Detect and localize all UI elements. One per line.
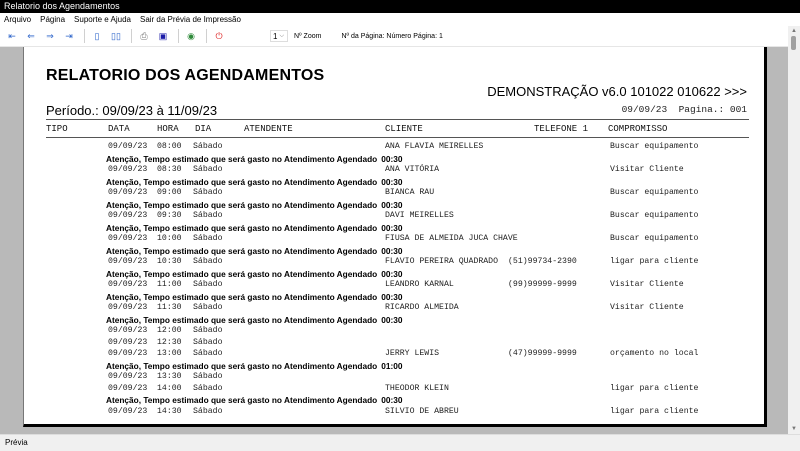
cell-phone: (47)99999-9999 [508, 349, 577, 358]
table-row [24, 384, 768, 396]
cell-day: Sábado [193, 211, 223, 220]
chevron-down-icon: ⌵ [279, 32, 285, 39]
cell-client: LEANDRO KARNAL [385, 280, 454, 289]
table-row [24, 372, 768, 384]
cell-time: 10:00 [157, 234, 182, 243]
toolbar [0, 26, 800, 47]
cell-task: Visitar Cliente [610, 280, 684, 289]
table-row [24, 211, 768, 223]
toolbar-separator [206, 29, 207, 43]
cell-client: JERRY LEWIS [385, 349, 440, 358]
cell-day: Sábado [193, 142, 223, 151]
report-period: Período.: 09/09/23 à 11/09/23 [46, 103, 218, 118]
status-text: Prévia [5, 438, 28, 447]
cell-time: 13:00 [157, 349, 182, 358]
cell-client: FLAVIO PEREIRA QUADRADO [385, 257, 499, 266]
cell-client: ANA VITÓRIA [385, 165, 440, 174]
report-title: RELATORIO DOS AGENDAMENTOS [46, 67, 325, 84]
page-number-label: Nº da Página: Número Página: 1 [341, 32, 443, 40]
estimate-warning [24, 200, 768, 212]
vertical-scrollbar[interactable] [788, 26, 800, 434]
demo-version: DEMONSTRAÇÃO v6.0 101022 010622 >>> [487, 84, 747, 99]
estimate-warning [24, 315, 768, 327]
estimate-warning [24, 154, 768, 166]
cell-task: ligar para cliente [610, 257, 699, 266]
table-row [24, 188, 768, 200]
cell-time: 14:00 [157, 383, 182, 393]
cell-time: 11:30 [157, 303, 182, 312]
preview-viewport [0, 47, 788, 434]
cell-task: Visitar Cliente [610, 303, 684, 312]
cell-time: 08:00 [157, 142, 182, 151]
two-pages-icon[interactable]: ▯▯ [111, 30, 121, 41]
cell-client: BIANCA RAU [385, 188, 435, 197]
cell-time: 12:00 [157, 326, 182, 335]
toolbar-separator [84, 29, 85, 43]
window-title: Relatorio dos Agendamentos [4, 1, 120, 11]
cell-date: 09/09/23 [108, 303, 148, 312]
table-row [24, 326, 768, 338]
cell-date: 09/09/23 [108, 406, 148, 416]
estimate-duration: 00:30 [381, 222, 403, 233]
status-bar [0, 434, 800, 450]
estimate-duration: 00:30 [381, 176, 403, 187]
estimate-warning [24, 269, 768, 281]
cell-client: DAVI MEIRELLES [385, 211, 454, 220]
estimate-duration: 00:30 [381, 245, 403, 256]
cell-task: Buscar equipamento [610, 142, 699, 151]
cell-client: THEODOR KLEIN [385, 383, 449, 393]
col-telefone: TELEFONE 1 [534, 124, 589, 134]
cell-time: 14:30 [157, 406, 182, 416]
menu-sair-previa[interactable]: Sair da Prévia de Impressão [139, 15, 241, 24]
cell-day: Sábado [193, 383, 223, 393]
table-row [24, 349, 768, 361]
estimate-warning [24, 223, 768, 235]
cell-day: Sábado [193, 165, 223, 174]
cell-time: 10:30 [157, 257, 182, 266]
col-data: DATA [108, 124, 130, 134]
print-icon[interactable]: ⎙ [140, 30, 148, 41]
warning-text: Atenção, Tempo estimado que será gasto no Atendimento Agendado [106, 176, 378, 187]
col-tipo: TIPO [46, 124, 68, 134]
cell-phone: (51)99734-2390 [508, 257, 577, 266]
zoom-select[interactable] [270, 30, 288, 42]
cell-date: 09/09/23 [108, 280, 148, 289]
close-preview-icon[interactable]: ⏻ [215, 30, 223, 41]
warning-text: Atenção, Tempo estimado que será gasto no Atendimento Agendado [106, 245, 378, 256]
cell-date: 09/09/23 [108, 165, 148, 174]
warning-text: Atenção, Tempo estimado que será gasto no Atendimento Agendado [106, 360, 378, 371]
table-row [24, 280, 768, 292]
col-cliente: CLIENTE [385, 124, 423, 134]
scroll-thumb[interactable] [791, 36, 796, 50]
table-row [24, 303, 768, 315]
estimate-duration: 00:30 [381, 199, 403, 210]
next-page-icon[interactable]: ⇒ [46, 30, 54, 41]
cell-day: Sábado [193, 337, 223, 347]
cell-time: 12:30 [157, 337, 182, 347]
table-row [24, 234, 768, 246]
cell-client: SILVIO DE ABREU [385, 406, 459, 416]
zoom-label: Nº Zoom [294, 32, 322, 40]
cell-task: Buscar equipamento [610, 211, 699, 220]
col-compromisso: COMPROMISSO [608, 124, 668, 134]
menu-pagina[interactable]: Página [40, 15, 66, 24]
estimate-duration: 00:30 [381, 268, 403, 279]
warning-text: Atenção, Tempo estimado que será gasto no Atendimento Agendado [106, 395, 378, 405]
cell-date: 09/09/23 [108, 211, 148, 220]
table-row [24, 165, 768, 177]
cell-date: 09/09/23 [108, 257, 148, 266]
menu-suporte[interactable]: Suporte e Ajuda [74, 15, 131, 24]
cell-date: 09/09/23 [108, 372, 148, 381]
cell-day: Sábado [193, 280, 223, 289]
cell-day: Sábado [193, 303, 223, 312]
cell-time: 13:30 [157, 372, 182, 381]
cell-day: Sábado [193, 326, 223, 335]
cell-task: orçamento no local [610, 349, 699, 358]
cell-date: 09/09/23 [108, 142, 148, 151]
cell-time: 09:00 [157, 188, 182, 197]
estimate-warning [24, 395, 768, 407]
estimate-warning [24, 292, 768, 304]
cell-date: 09/09/23 [108, 383, 148, 393]
prev-page-icon[interactable]: ⇐ [27, 30, 35, 41]
table-row [24, 338, 768, 350]
cell-client: RICARDO ALMEIDA [385, 303, 459, 312]
scroll-down-icon[interactable]: ▼ [791, 426, 797, 432]
cell-date: 09/09/23 [108, 349, 148, 358]
table-row [24, 257, 768, 269]
cell-day: Sábado [193, 372, 223, 381]
cell-day: Sábado [193, 188, 223, 197]
export-icon[interactable]: ▣ [158, 30, 168, 41]
warning-text: Atenção, Tempo estimado que será gasto no Atendimento Agendado [106, 291, 378, 302]
cell-day: Sábado [193, 257, 223, 266]
report-page [23, 47, 767, 427]
cell-time: 11:00 [157, 280, 182, 289]
appointment-list [24, 142, 768, 418]
cell-day: Sábado [193, 406, 223, 416]
cell-client: FIUSA DE ALMEIDA JUCA CHAVE [385, 234, 518, 243]
estimate-warning [24, 361, 768, 373]
cell-date: 09/09/23 [108, 188, 148, 197]
estimate-duration: 01:00 [381, 360, 403, 371]
first-page-icon[interactable]: ⇤ [8, 30, 16, 41]
cell-time: 08:30 [157, 165, 182, 174]
toolbar-separator [178, 29, 179, 43]
cell-client: ANA FLAVIA MEIRELLES [385, 142, 484, 151]
warning-text: Atenção, Tempo estimado que será gasto no Atendimento Agendado [106, 222, 378, 233]
estimate-warning [24, 246, 768, 258]
warning-text: Atenção, Tempo estimado que será gasto no Atendimento Agendado [106, 314, 378, 325]
estimate-warning [24, 177, 768, 189]
date-page-info: 09/09/23 Pagina.: 001 [621, 104, 747, 115]
cell-task: Buscar equipamento [610, 234, 699, 243]
cell-task: ligar para cliente [610, 406, 699, 416]
cell-task: Visitar Cliente [610, 165, 684, 174]
estimate-duration: 00:30 [381, 291, 403, 302]
warning-text: Atenção, Tempo estimado que será gasto no Atendimento Agendado [106, 268, 378, 279]
toolbar-separator [131, 29, 132, 43]
cell-day: Sábado [193, 349, 223, 358]
window-title-bar [0, 0, 800, 13]
zoom-value: 1 [273, 31, 278, 41]
cell-task: ligar para cliente [610, 383, 699, 393]
menu-bar [0, 13, 800, 26]
cell-task: Buscar equipamento [610, 188, 699, 197]
warning-text: Atenção, Tempo estimado que será gasto no Atendimento Agendado [106, 153, 378, 164]
cell-time: 09:30 [157, 211, 182, 220]
divider [46, 119, 749, 120]
col-dia: DIA [195, 124, 212, 134]
table-row [24, 407, 768, 419]
cell-day: Sábado [193, 234, 223, 243]
col-atendente: ATENDENTE [244, 124, 293, 134]
estimate-duration: 00:30 [381, 153, 403, 164]
cell-date: 09/09/23 [108, 234, 148, 243]
last-page-icon[interactable]: ⇥ [65, 30, 73, 41]
scroll-up-icon[interactable]: ▲ [791, 28, 797, 34]
menu-arquivo[interactable]: Arquivo [4, 15, 32, 24]
cell-date: 09/09/23 [108, 337, 148, 347]
cell-phone: (99)99999-9999 [508, 280, 577, 289]
warning-text: Atenção, Tempo estimado que será gasto no Atendimento Agendado [106, 199, 378, 210]
single-page-icon[interactable]: ▯ [94, 30, 100, 41]
estimate-duration: 00:30 [381, 314, 403, 325]
divider [46, 137, 749, 138]
estimate-duration: 00:30 [381, 395, 403, 405]
table-row [24, 142, 768, 154]
web-icon[interactable]: ◉ [187, 30, 195, 41]
cell-date: 09/09/23 [108, 326, 148, 335]
col-hora: HORA [157, 124, 179, 134]
